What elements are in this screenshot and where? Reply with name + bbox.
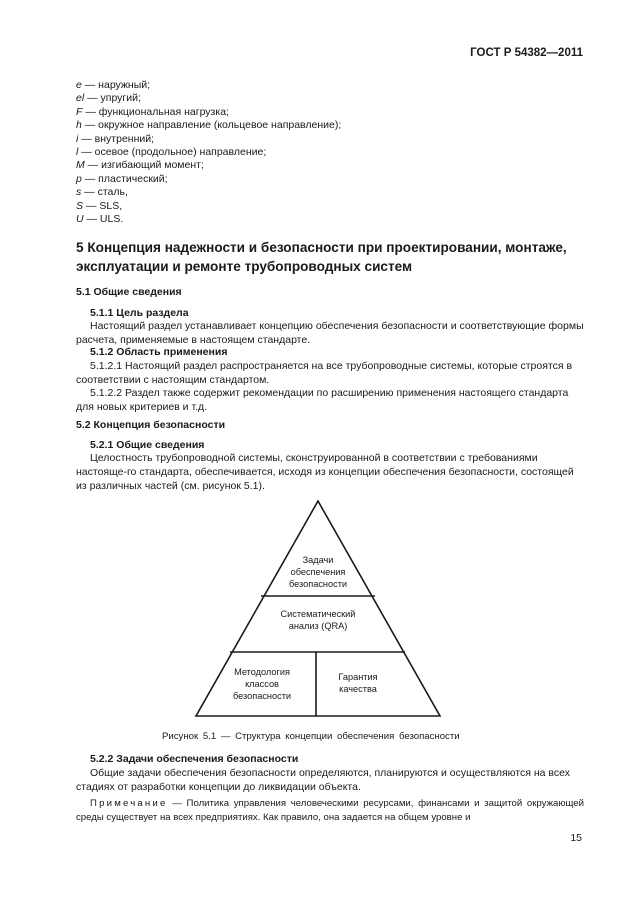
top-label-2: обеспечения: [290, 567, 346, 577]
symbol-desc: — упругий;: [84, 92, 141, 105]
middle-label-1: Систематический: [280, 609, 356, 619]
top-label-3: безопасности: [288, 579, 348, 589]
bottom-right-label-1: Гарантия: [338, 672, 378, 682]
note-label: Примечание: [90, 798, 168, 809]
symbol-desc: — внутренний;: [78, 132, 155, 145]
heading-5-2-2: 5.2.2 Задачи обеспечения безопасности: [90, 753, 299, 765]
middle-label-2: анализ (QRA): [288, 621, 348, 631]
bottom-left-label-1: Методология: [234, 667, 290, 677]
bottom-left-label-2: классов: [245, 679, 279, 689]
paragraph: 5.1.2.2 Раздел также содержит рекомендации по расширению применения настоящего стандарта для новых критериев и т.д.: [76, 387, 569, 413]
symbol: p: [76, 172, 82, 185]
symbol: h: [76, 119, 82, 132]
symbol-desc: — функциональная нагрузка;: [82, 105, 229, 118]
paragraph: Общие задачи обеспечения безопасности определяются, планируются и осуществляются на всех стадиях от разработки концепции до ликвидации объекта.: [76, 767, 570, 793]
symbol: S: [76, 199, 84, 212]
paragraph: Целостность трубопроводной системы, сконструированной в соответствии с требованиями настояще-го стандарта, обеспечивается, исходя из концепции обеспечения безопасности, состоящей из различных частей (см. рисунок 5.1).: [76, 452, 574, 492]
heading-5-2: 5.2 Концепция безопасности: [76, 419, 226, 431]
symbol-desc: — пластический;: [81, 172, 168, 185]
symbol: l: [76, 146, 79, 159]
page-number: 15: [570, 832, 582, 844]
symbol: U: [76, 213, 84, 226]
top-label-1: Задачи: [302, 555, 334, 565]
symbol-desc: — окружное направление (кольцевое направление);: [81, 119, 342, 132]
bottom-right-label-2: качества: [339, 684, 377, 694]
bottom-left-label-3: безопасности: [232, 691, 292, 701]
heading-5-1-2: 5.1.2 Область применения: [90, 346, 228, 358]
symbol-desc: — сталь,: [81, 186, 128, 199]
heading-5-2-1: 5.2.1 Общие сведения: [90, 439, 205, 451]
symbol-desc: — ULS.: [83, 213, 124, 226]
symbol: F: [76, 105, 83, 118]
standard-id: ГОСТ Р 54382—2011: [470, 47, 583, 59]
symbol: el: [76, 92, 85, 105]
figure-caption: Рисунок 5.1 — Структура концепции обеспечения безопасности: [162, 731, 460, 742]
symbol: s: [76, 186, 82, 199]
paragraph: 5.1.2.1 Настоящий раздел распространяется на все трубопроводные системы, которые строятся в соответствии с настоящим стандартом.: [76, 360, 573, 386]
section-title-line: эксплуатации и ремонте трубопроводных систем: [76, 259, 413, 274]
symbol-desc: — наружный;: [81, 79, 151, 91]
paragraph: Настоящий раздел устанавливает концепцию обеспечения безопасности и соответствующие формы расчета, применяемые в настоящем стандарте.: [76, 320, 584, 346]
note: [76, 797, 584, 825]
note-text: — Политика управления человеческими ресурсами, финансами и защитой окружающей среды существует на всех предприятиях. Как правило, она задается на общем уровне и: [76, 798, 584, 824]
symbol-desc: — изгибающий момент;: [84, 159, 204, 172]
heading-5-1-1: 5.1.1 Цель раздела: [90, 307, 189, 319]
heading-5-1: 5.1 Общие сведения: [76, 286, 182, 298]
symbol: M: [76, 159, 85, 172]
symbol: i: [76, 132, 79, 145]
symbol: e: [76, 79, 82, 91]
symbol-desc: — SLS,: [83, 199, 123, 212]
section-title-line: 5 Концепция надежности и безопасности при проектировании, монтаже,: [76, 240, 567, 255]
symbol-desc: — осевое (продольное) направление;: [78, 146, 267, 159]
